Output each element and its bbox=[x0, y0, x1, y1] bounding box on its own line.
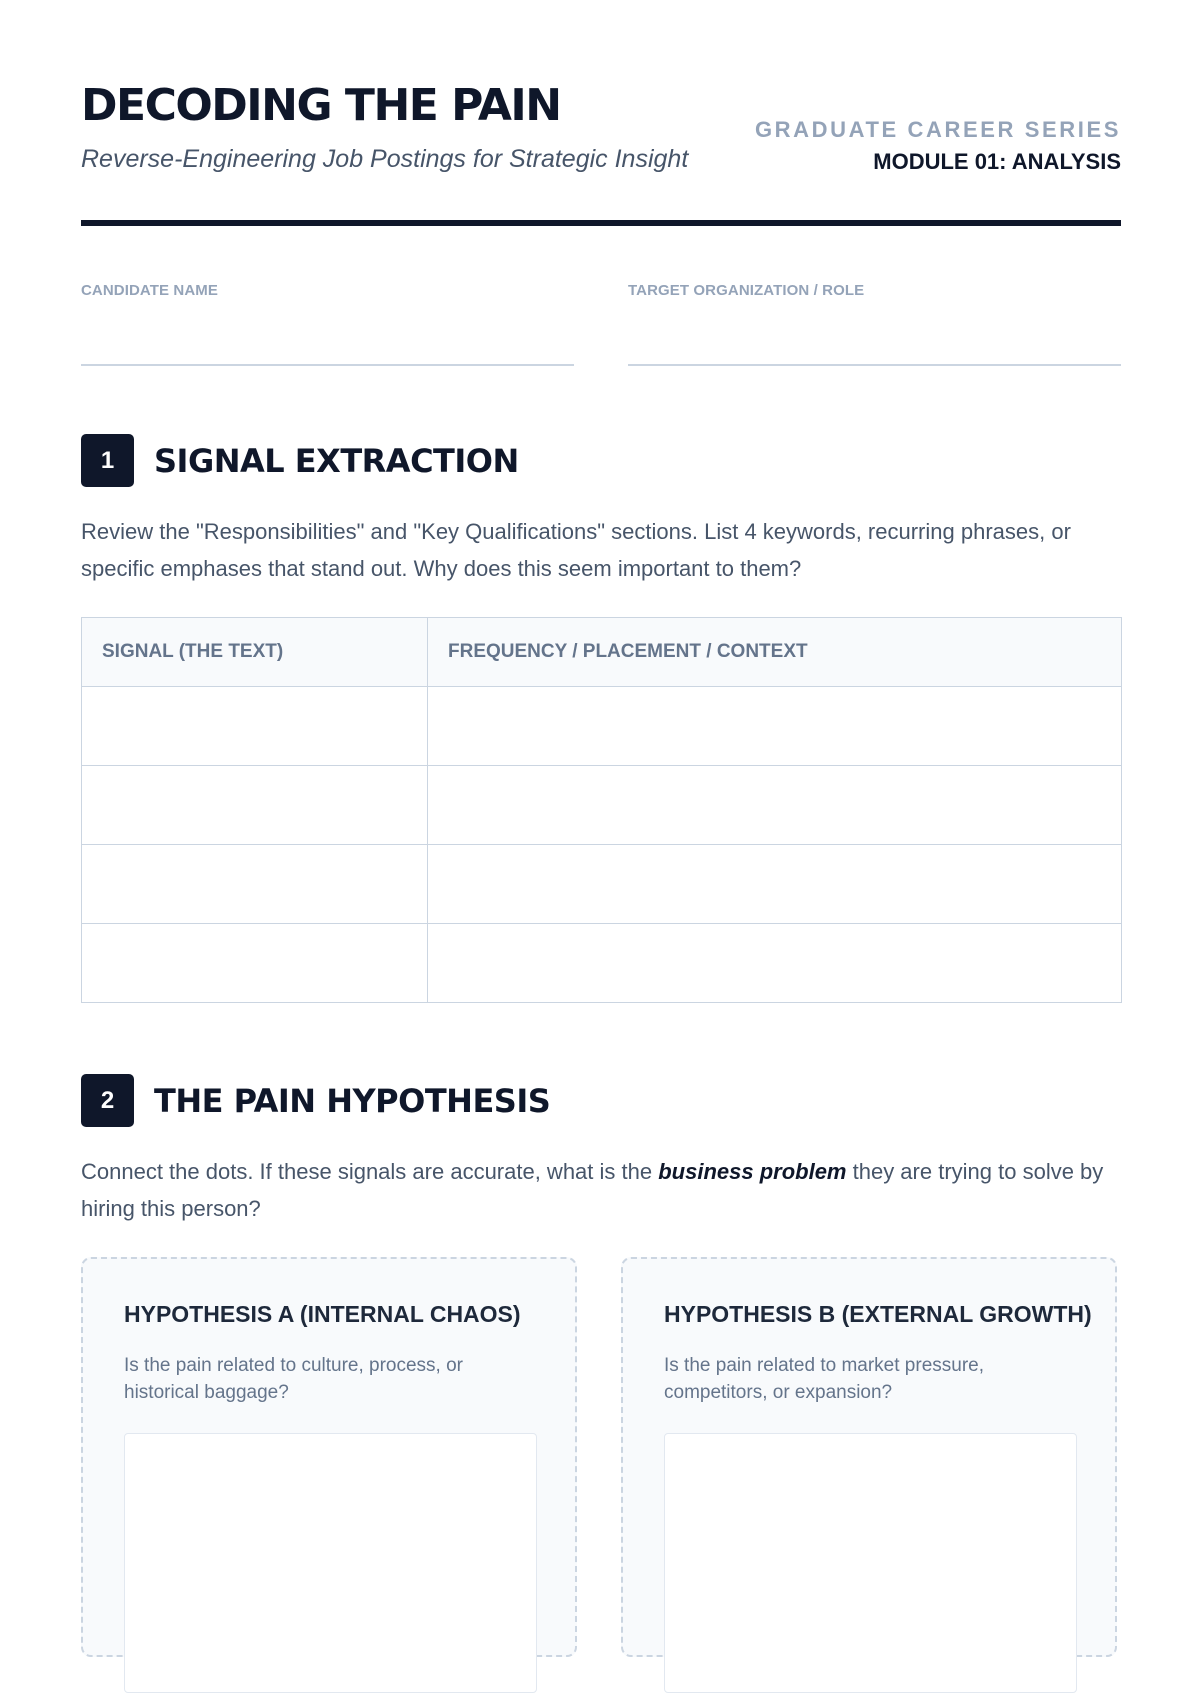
section-1-title: SIGNAL EXTRACTION bbox=[154, 442, 519, 480]
section-2-instructions-start: Connect the dots. If these signals are accurate, what is the bbox=[81, 1159, 659, 1184]
target-role-line[interactable] bbox=[628, 364, 1121, 366]
signal-cell[interactable] bbox=[82, 924, 428, 1003]
context-cell[interactable] bbox=[428, 845, 1122, 924]
candidate-name-field[interactable] bbox=[81, 282, 574, 299]
candidate-name-line[interactable] bbox=[81, 364, 574, 366]
column-header-signal: SIGNAL (THE TEXT) bbox=[82, 618, 428, 687]
section-2-instructions-end: they are trying to solve by hiring this person? bbox=[81, 1159, 1104, 1221]
signal-cell[interactable] bbox=[82, 687, 428, 766]
signal-cell[interactable] bbox=[82, 766, 428, 845]
section-2-header bbox=[81, 1074, 981, 1128]
section-1-number-badge: 1 bbox=[81, 434, 134, 487]
page-title: DECODING THE PAIN bbox=[81, 80, 561, 131]
table-row bbox=[82, 766, 1122, 845]
hypothesis-a-answer-area[interactable] bbox=[124, 1433, 537, 1693]
worksheet-header bbox=[81, 78, 1121, 228]
signal-table bbox=[81, 617, 1122, 1003]
context-cell[interactable] bbox=[428, 766, 1122, 845]
hypothesis-b-description: Is the pain related to market pressure, competitors, or expansion? bbox=[664, 1355, 984, 1403]
page-subtitle: Reverse-Engineering Job Postings for Strategic Insight bbox=[81, 145, 689, 173]
section-2-instructions bbox=[81, 1153, 1121, 1227]
section-1-header bbox=[81, 434, 981, 488]
signal-cell[interactable] bbox=[82, 845, 428, 924]
table-row bbox=[82, 687, 1122, 766]
table-header-row bbox=[82, 618, 1122, 687]
candidate-name-label: CANDIDATE NAME bbox=[81, 282, 218, 299]
series-label: GRADUATE CAREER SERIES bbox=[754, 117, 1121, 142]
section-2-number-badge: 2 bbox=[81, 1074, 134, 1127]
context-cell[interactable] bbox=[428, 687, 1122, 766]
hypothesis-b-title: HYPOTHESIS B (EXTERNAL GROWTH) bbox=[664, 1301, 1092, 1327]
header-divider bbox=[81, 220, 1121, 226]
business-problem-emphasis: business problem bbox=[658, 1159, 847, 1184]
hypothesis-a-title: HYPOTHESIS A (INTERNAL CHAOS) bbox=[124, 1301, 521, 1327]
hypothesis-b-answer-area[interactable] bbox=[664, 1433, 1077, 1693]
table-row bbox=[82, 845, 1122, 924]
hypothesis-a-description: Is the pain related to culture, process, or historical baggage? bbox=[124, 1355, 464, 1403]
context-cell[interactable] bbox=[428, 924, 1122, 1003]
target-role-label: TARGET ORGANIZATION / ROLE bbox=[628, 282, 865, 299]
hypothesis-b-box bbox=[621, 1257, 1117, 1657]
section-2-title: THE PAIN HYPOTHESIS bbox=[154, 1082, 551, 1120]
column-header-context: FREQUENCY / PLACEMENT / CONTEXT bbox=[428, 618, 1122, 687]
hypothesis-a-box bbox=[81, 1257, 577, 1657]
module-label: MODULE 01: ANALYSIS bbox=[873, 149, 1121, 174]
section-1-instructions: Review the "Responsibilities" and "Key Qualifications" sections. List 4 keywords, recurring phrases, or specific emphases that stand out. Why does this seem important to them? bbox=[81, 519, 1071, 581]
table-row bbox=[82, 924, 1122, 1003]
target-role-field[interactable] bbox=[628, 282, 1121, 299]
